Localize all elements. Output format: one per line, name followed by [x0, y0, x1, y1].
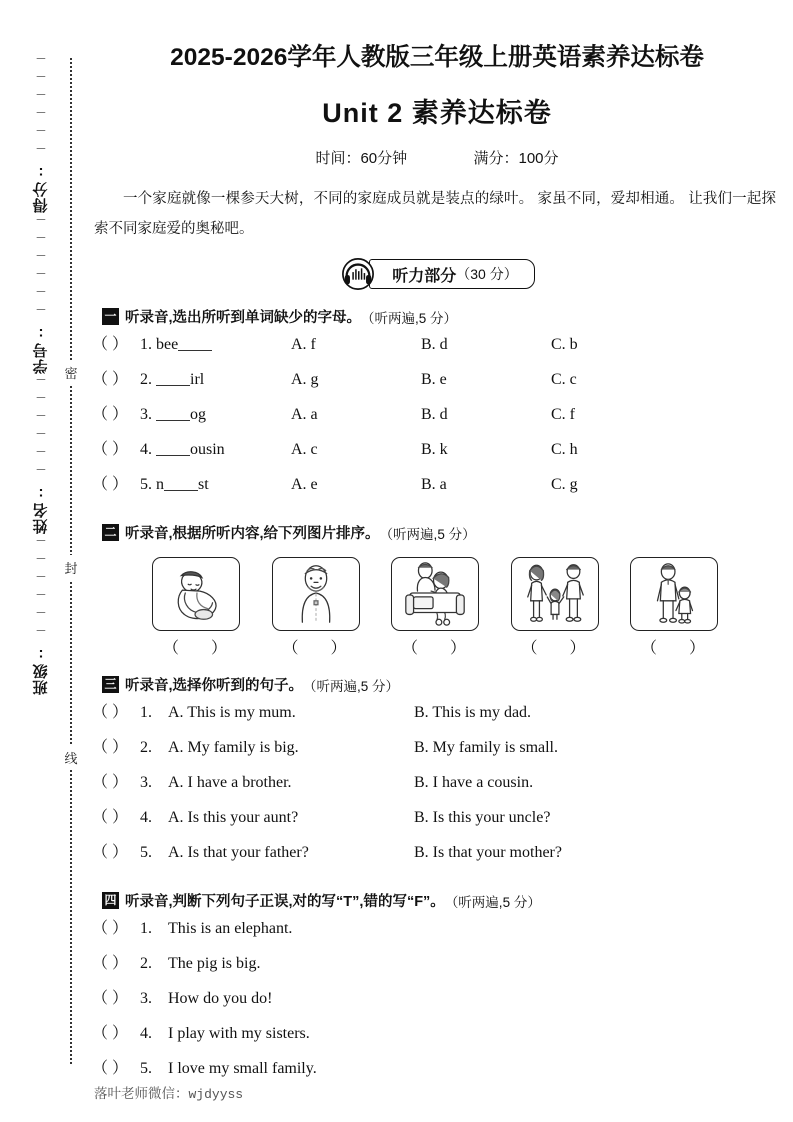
man-portrait-picture: [272, 557, 360, 631]
answer-bracket[interactable]: （ ）: [92, 844, 129, 861]
question-number: 2.: [140, 739, 152, 756]
picture-cell: [152, 557, 244, 658]
section-number-3: 三: [102, 676, 119, 693]
headphones-icon: [339, 257, 377, 291]
exam-meta: [92, 130, 782, 168]
exam-page: [92, 0, 782, 1122]
statement-text: This is an elephant.: [168, 920, 293, 937]
question-row[interactable]: [92, 471, 782, 506]
answer-bracket[interactable]: （ ）: [92, 1060, 129, 1077]
footer-credit: [94, 1082, 243, 1102]
section-number-1: 一: [102, 308, 119, 325]
section-header-3: [102, 674, 782, 695]
question-number: 5.: [140, 476, 152, 493]
question-number: 1.: [140, 920, 152, 937]
section-title-1: 听录音,选出所听到单词缺少的字母。: [125, 310, 362, 326]
question-number: 4.: [140, 809, 152, 826]
time-limit-label: 时间：60分钟: [315, 150, 408, 167]
section-tail-1: （听两遍,5 分）: [361, 310, 458, 326]
option-a[interactable]: A. g: [291, 371, 319, 388]
listening-section-banner: [339, 258, 534, 290]
answer-bracket[interactable]: （ ）: [92, 1025, 129, 1042]
seal-field-studentid: 学号:______: [32, 215, 50, 374]
picture-answer-bracket[interactable]: （ ）: [640, 640, 719, 657]
option-b[interactable]: B. My family is small.: [414, 739, 558, 756]
statement-text: The pig is big.: [168, 955, 261, 972]
option-b[interactable]: B. Is this your uncle?: [414, 809, 551, 826]
question-row[interactable]: [92, 950, 782, 985]
picture-cell: [511, 557, 603, 658]
option-b[interactable]: B. e: [421, 371, 447, 388]
question-row[interactable]: [92, 915, 782, 950]
stem-pre: bee: [156, 336, 179, 353]
picture-answer-bracket[interactable]: （ ）: [282, 640, 361, 657]
fill-blank: [178, 336, 212, 351]
seal-sidebar: [0, 0, 90, 1122]
option-a[interactable]: A. e: [291, 476, 318, 493]
section-number-4: 四: [102, 892, 119, 909]
option-b[interactable]: B. Is that your mother?: [414, 844, 562, 861]
stem-post: ousin: [190, 441, 225, 458]
answer-bracket[interactable]: （ ）: [92, 371, 129, 388]
listening-section-points: （30 分）: [456, 266, 518, 282]
answer-bracket[interactable]: （ ）: [92, 476, 129, 493]
question-row[interactable]: [92, 699, 782, 734]
option-b[interactable]: B. a: [421, 476, 447, 493]
stem-post: og: [190, 406, 206, 423]
section-tail-2: （听两遍,5 分）: [379, 526, 476, 542]
question-number: 1.: [140, 336, 152, 353]
answer-bracket[interactable]: （ ）: [92, 955, 129, 972]
option-a[interactable]: A. a: [291, 406, 318, 423]
answer-bracket[interactable]: （ ）: [92, 739, 129, 756]
family-three-holding-hands-picture: [511, 557, 599, 631]
section-title-4: 听录音,判断下列句子正误,对的写“T”,错的写“F”。: [125, 894, 445, 910]
option-a[interactable]: A. Is this your aunt?: [168, 809, 299, 826]
answer-bracket[interactable]: （ ）: [92, 336, 129, 353]
answer-bracket[interactable]: （ ）: [92, 990, 129, 1007]
picture-cell: [391, 557, 483, 658]
student-info-fields: [24, 55, 58, 695]
question-number: 3.: [140, 774, 152, 791]
section-header-2: [102, 522, 782, 543]
answer-bracket[interactable]: （ ）: [92, 774, 129, 791]
section-number-2: 二: [102, 524, 119, 541]
question-number: 4.: [140, 441, 152, 458]
section-header-4: [102, 890, 782, 911]
seal-char-feng: 封: [62, 555, 80, 580]
fill-blank: [164, 476, 198, 491]
seal-field-name: 姓名:______: [32, 376, 50, 535]
answer-bracket[interactable]: （ ）: [92, 920, 129, 937]
option-b[interactable]: B. This is my dad.: [414, 704, 532, 721]
option-c[interactable]: C. c: [551, 371, 577, 388]
question-row[interactable]: [92, 734, 782, 769]
question-stem: [156, 336, 291, 354]
question-row[interactable]: [92, 366, 782, 401]
section-3-questions: [92, 699, 782, 874]
picture-cell: [272, 557, 364, 658]
total-score-label: 满分：100分: [473, 150, 559, 167]
option-c[interactable]: C. h: [551, 441, 578, 458]
option-b[interactable]: B. d: [421, 406, 448, 423]
question-stem: [156, 476, 291, 494]
intro-paragraph: 一个家庭就像一棵参天大树，不同的家庭成员就是装点的绿叶。 家虽不同，爱却相通。 让我们一起探索不同家庭爱的奥秘吧。: [94, 191, 776, 237]
stem-post: irl: [190, 371, 205, 388]
option-c[interactable]: C. f: [551, 406, 575, 423]
seal-char-mi: 密: [62, 360, 80, 385]
page-title: 2025-2026学年人教版三年级上册英语素养达标卷: [170, 44, 704, 71]
section-1-questions: [92, 331, 782, 506]
question-row[interactable]: [92, 436, 782, 471]
section-4-questions: [92, 915, 782, 1090]
picture-cell: [630, 557, 722, 658]
option-a[interactable]: A. f: [291, 336, 316, 353]
option-b[interactable]: B. d: [421, 336, 448, 353]
baby-swaddled-picture: [152, 557, 240, 631]
section-tail-3: （听两遍,5 分）: [303, 678, 400, 694]
question-number: 5.: [140, 1060, 152, 1077]
question-number: 2.: [140, 955, 152, 972]
stem-pre: n: [156, 476, 164, 493]
answer-bracket[interactable]: （ ）: [92, 704, 129, 721]
stem-post: st: [198, 476, 209, 493]
question-stem: [156, 371, 291, 389]
question-row[interactable]: [92, 804, 782, 839]
parent-with-child-picture: [630, 557, 718, 631]
question-stem: [156, 441, 291, 459]
question-row[interactable]: [92, 1020, 782, 1055]
footer-label: 落叶老师微信：: [94, 1086, 189, 1101]
section-header-1: [102, 306, 782, 327]
question-number: 1.: [140, 704, 152, 721]
page-subtitle: Unit 2 素养达标卷: [322, 98, 552, 128]
question-number: 4.: [140, 1025, 152, 1042]
picture-answer-bracket[interactable]: （ ）: [521, 640, 600, 657]
footer-wechat-id: wjdyyss: [188, 1087, 244, 1102]
question-number: 5.: [140, 844, 152, 861]
option-a[interactable]: A. My family is big.: [168, 739, 299, 756]
question-number: 3.: [140, 990, 152, 1007]
seal-field-score: 得分:______: [32, 54, 50, 213]
option-a[interactable]: A. c: [291, 441, 318, 458]
picture-ordering-strip: [92, 547, 782, 658]
option-a[interactable]: A. I have a brother.: [168, 774, 292, 791]
fill-blank: [156, 371, 190, 386]
question-row[interactable]: [92, 331, 782, 366]
listening-section-label: 听力部分: [392, 267, 457, 285]
seal-char-xian: 线: [62, 745, 80, 770]
picture-answer-bracket[interactable]: （ ）: [401, 640, 480, 657]
couple-on-sofa-picture: [391, 557, 479, 631]
answer-bracket[interactable]: （ ）: [92, 809, 129, 826]
question-number: 2.: [140, 371, 152, 388]
fill-blank: [156, 406, 190, 421]
option-c[interactable]: C. g: [551, 476, 578, 493]
section-title-3: 听录音,选择你听到的句子。: [125, 678, 304, 694]
option-b[interactable]: B. k: [421, 441, 448, 458]
seal-field-class: 班级:______: [32, 537, 50, 695]
answer-bracket[interactable]: （ ）: [92, 406, 129, 423]
question-row[interactable]: [92, 985, 782, 1020]
section-title-2: 听录音,根据所听内容,给下列图片排序。: [125, 526, 380, 542]
question-stem: [156, 406, 291, 424]
question-row[interactable]: [92, 769, 782, 804]
statement-text: I love my small family.: [168, 1060, 317, 1077]
option-c[interactable]: C. b: [551, 336, 578, 353]
option-a[interactable]: A. Is that your father?: [168, 844, 309, 861]
question-row[interactable]: [92, 839, 782, 874]
statement-text: How do you do!: [168, 990, 273, 1007]
statement-text: I play with my sisters.: [168, 1025, 310, 1042]
question-number: 3.: [140, 406, 152, 423]
question-row[interactable]: [92, 401, 782, 436]
option-a[interactable]: A. This is my mum.: [168, 704, 296, 721]
option-b[interactable]: B. I have a cousin.: [414, 774, 534, 791]
fill-blank: [156, 441, 190, 456]
section-tail-4: （听两遍,5 分）: [444, 894, 541, 910]
picture-answer-bracket[interactable]: （ ）: [162, 640, 241, 657]
answer-bracket[interactable]: （ ）: [92, 441, 129, 458]
